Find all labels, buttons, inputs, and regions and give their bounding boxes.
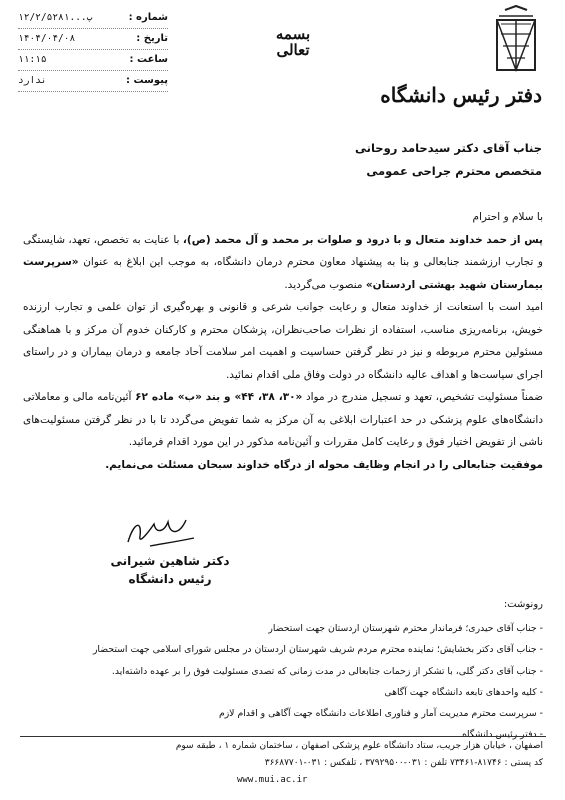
signatory-title: رئیس دانشگاه [128, 572, 212, 586]
appointment-end: منصوب می‌گردید. [284, 278, 366, 291]
footer-divider [20, 736, 546, 737]
meta-date-label: تاریخ : [136, 33, 168, 44]
meta-number-label: شماره : [128, 12, 168, 23]
addressee-name: جناب آقای دکتر سیدحامد روحانی [355, 141, 542, 155]
cc-item: - دفتر رئیس دانشگاه [23, 724, 543, 745]
meta-time-label: ساعت : [129, 54, 168, 65]
letter-body [23, 206, 543, 476]
meta-time-row [18, 50, 168, 71]
position-title: «سرپرست بیمارستان شهید بهشتی اردستان» [23, 256, 543, 291]
cc-item: - کلیه واحدهای تابعه دانشگاه جهت آگاهی [23, 682, 543, 703]
signatory-name: دکتر شاهین شیرانی [110, 554, 230, 568]
letter-meta [18, 8, 168, 92]
meta-number-value: ۱۲/۲/۵۲۸۱...پ [18, 12, 93, 23]
signature-block [110, 512, 250, 602]
cc-item: - سرپرست محترم مدیریت آمار و فناوری اطلاعات دانشگاه جهت آگاهی و اقدام لازم [23, 703, 543, 724]
footer-contact: کد پستی : ۸۱۷۴۶-۷۳۴۶۱ تلفن : ۰۳۱-۳۷۹۲۹۵۰۰ ، تلفکس : ۰۳۱-۳۶۶۸۷۷۰۱ [264, 758, 543, 768]
addressee-block [355, 137, 542, 183]
paragraph-appointment [23, 229, 543, 297]
meta-attachment-value: ندارد [18, 75, 47, 86]
meta-attachment-label: پیوست : [125, 75, 168, 86]
appointment-text: با عنایت به تخصص، تعهد، شایستگی و تجارب ارزشمند جنابعالی و بنا به پیشنهاد معاون محترم درمان دانشگاه، به موجب این ابلاغ به عنوان [23, 233, 543, 268]
letter-footer [17, 738, 543, 785]
footer-address: اصفهان ، خیابان هزار جریب، ستاد دانشگاه علوم پزشکی اصفهان ، ساختمان شماره ۱ ، طبقه سوم [175, 741, 543, 751]
cc-item: - جناب آقای دکتر بخشایش؛ نماینده محترم مردم شریف شهرستان اردستان در مجلس شورای اسلامی جهت استحضار [23, 639, 543, 660]
praise-text: پس از حمد خداوند متعال و با درود و صلوات بر محمد و آل محمد (ص)، [182, 233, 544, 246]
greeting: با سلام و احترام [472, 211, 543, 223]
handwritten-signature [120, 512, 200, 552]
cc-item: - جناب آقای حیدری؛ فرماندار محترم شهرستان اردستان جهت استحضار [23, 618, 543, 639]
meta-attachment-row [18, 71, 168, 92]
addressee-title: متخصص محترم جراحی عمومی [366, 164, 542, 178]
closing-text: موفقیت جنابعالی را در انجام وظایف محوله از درگاه خداوند سبحان مسئلت می‌نمایم. [105, 458, 543, 471]
office-title: دفتر رئیس دانشگاه [380, 83, 542, 107]
cc-heading: رونوشت: [503, 599, 543, 610]
cc-list [23, 618, 543, 746]
meta-number-row [18, 8, 168, 29]
cc-item: - جناب آقای دکتر گلی، با تشکر از زحمات جنابعالی در مدت زمانی که تصدی مسئولیت فوق را بر عهده داشته‌اید. [23, 661, 543, 682]
bismillah-calligraphy: بسمه تعالی [275, 25, 311, 59]
paragraph-expectations: امید است با استعانت از خداوند متعال و رعایت جوانب شرعی و قانونی و بهره‌گیری از توان علمی و تجارب ارزنده خویش، برنامه‌ریزی مناسب، استفاده از نظرات صاحب‌نظران، پزشکان محترم و کارکنان خدوم آن مرکز و با هماهنگی مسئولین محترم مربوطه و نیز در نظر گرفتن حساسیت و اهمیت امر سلامت آحاد جامعه و درمان بیماران و در راستای اجرای سیاست‌ها و اهداف عالیه دانشگاه در دولت وفاق ملی اقدام نمائید. [23, 301, 543, 381]
meta-time-value: ۱۱:۱۵ [18, 54, 47, 65]
delegation-articles: «۳۰، ۳۸، ۴۴» و بند «ب» ماده ۶۲ [135, 391, 303, 403]
delegation-rest: آئین‌نامه مالی و معاملاتی دانشگاه‌های علوم پزشکی در حد اعتبارات ابلاغی به آن مرکز به شما تفویض می‌گردد تا با در نظر گرفتن مسئولیت‌های ناشی از تفویض اختیار فوق و رعایت کامل مقررات و آئین‌نامه مذکور در این مورد اقدام فرمائید. [23, 391, 543, 448]
paragraph-delegation [23, 386, 543, 454]
meta-date-row [18, 29, 168, 50]
university-emblem-icon [487, 4, 545, 76]
footer-website-link[interactable]: www.mui.ac.ir [237, 775, 308, 785]
meta-date-value: ۱۴۰۴/۰۴/۰۸ [18, 33, 76, 44]
delegation-start: ضمناً مسئولیت تشخیص، تعهد و تسجیل مندرج در مواد [302, 391, 543, 403]
